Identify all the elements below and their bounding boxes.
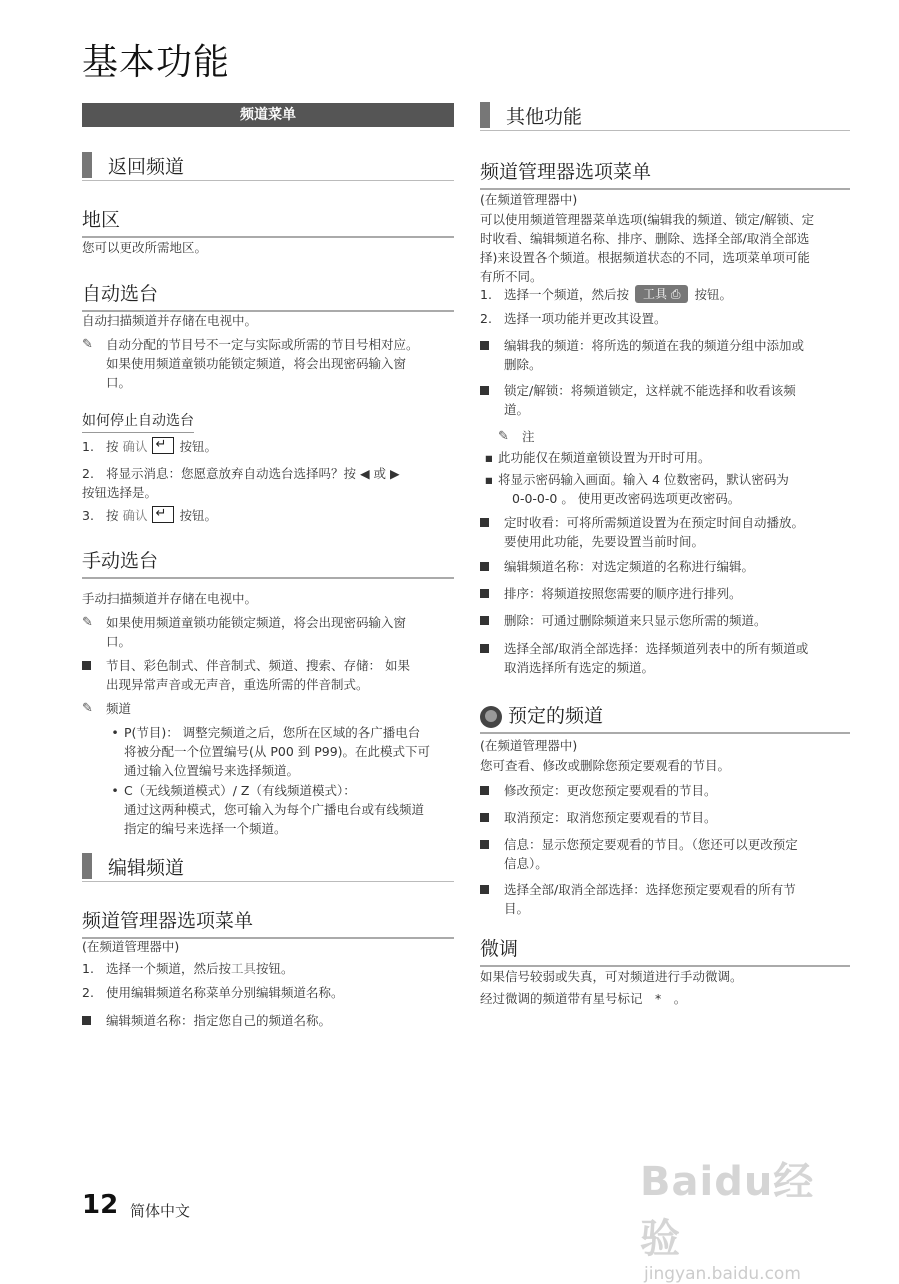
fine-tune-title: 微调 (480, 934, 850, 967)
item-line: 出现异常声音或无声音，重选所需的伴音制式。 (106, 677, 369, 692)
note-line: 频道 (106, 701, 132, 716)
note-line: 如果使用频道童锁功能锁定频道，将会出现密码输入窗 (106, 356, 407, 371)
manual-note-1 (82, 613, 454, 651)
pencil-icon: ✎ (498, 429, 509, 444)
item-line: P(节目)： 调整完频道之后，您所在区域的各广播电台 (124, 725, 421, 740)
manual-bullet-square (82, 656, 454, 694)
manual-tune-desc: 手动扫描频道并存储在电视中。 (82, 591, 258, 606)
enter-key-icon (152, 437, 174, 454)
section-marker (480, 102, 490, 128)
square-bullet-icon (480, 386, 489, 395)
square-bullet-icon (82, 661, 91, 670)
stop-auto-tune-title: 如何停止自动选台 (82, 410, 194, 433)
item-line: 排序：将频道按照您需要的顺序进行排列。 (504, 586, 742, 601)
section-title: 返回频道 (108, 155, 185, 178)
tools-icon: ⎙ (670, 287, 681, 301)
square-bullet-icon (480, 885, 489, 894)
square-bullet-icon (480, 341, 489, 350)
step-number: 2. (480, 311, 492, 326)
item-line: 删除。 (504, 357, 542, 372)
step-text: 按钮。 (256, 961, 294, 976)
channel-bullet-p (106, 723, 454, 780)
note-label (498, 427, 535, 446)
note-line: 口。 (106, 375, 132, 390)
step-number: 2. (82, 466, 94, 481)
step-text: 选择一个频道，然后按 (106, 961, 232, 976)
page-language: 简体中文 (130, 1202, 191, 1220)
channel-manager-title: 频道管理器选项菜单 (480, 157, 850, 190)
sched-item-info (480, 835, 850, 873)
cm-step-1 (82, 959, 294, 978)
section-marker (82, 152, 92, 178)
manual-note-2 (82, 699, 131, 718)
tools-key-label: 工具 (231, 961, 257, 976)
note-bullet-1 (480, 448, 850, 467)
option-delete (480, 611, 850, 630)
desc-line: 时收看、编辑频道名称、排序、删除、选择全部/取消全部选 (480, 231, 810, 246)
baidu-watermark (640, 1150, 850, 1284)
note-line: 如果使用频道童锁功能锁定频道，将会出现密码输入窗 (106, 615, 407, 630)
note-line: 口。 (106, 634, 132, 649)
bullet-dot: • (111, 783, 119, 798)
option-lock-unlock (480, 381, 850, 419)
item-line: 指定的编号来选择一个频道。 (124, 821, 287, 836)
manual-tune-title: 手动选台 (82, 546, 454, 579)
square-bullet-icon (480, 616, 489, 625)
scheduled-channel-title (480, 701, 850, 734)
note-bullet-2 (480, 470, 850, 508)
item-line: 信息：显示您预定要观看的节目。（您还可以更改预定 (504, 837, 798, 852)
pencil-icon: ✎ (82, 337, 93, 352)
desc-line: 择)来设置各个频道。根据频道状态的不同，选项菜单项可能 (480, 250, 810, 265)
pencil-icon: ✎ (82, 701, 93, 716)
tools-button (635, 285, 688, 303)
item-line: 要使用此功能，先要设置当前时间。 (504, 534, 705, 549)
channel-menu-banner: 频道菜单 (82, 103, 454, 127)
enter-key-label: 确认 (122, 508, 148, 523)
item-line: 目。 (504, 901, 530, 916)
note-line: 自动分配的节目号不一定与实际或所需的节目号相对应。 (106, 337, 419, 352)
step-2 (82, 464, 454, 502)
square-bullet-icon (480, 644, 489, 653)
tools-button-label: 工具 (643, 287, 668, 301)
scheduled-context: (在频道管理器中) (480, 738, 578, 753)
note-text: 注 (522, 429, 535, 444)
step-3 (82, 506, 217, 525)
step-number: 2. (82, 985, 94, 1000)
cm-square-item (82, 1011, 331, 1030)
section-marker (82, 853, 92, 879)
square-bullet-icon (480, 813, 489, 822)
item-line: 选择全部/取消全部选择：选择您预定要观看的所有节 (504, 882, 796, 897)
item-line: 选择全部/取消全部选择：选择频道列表中的所有频道或 (504, 641, 809, 656)
channel-manager-context: (在频道管理器中) (82, 939, 180, 954)
item-line: 道。 (504, 402, 530, 417)
step-text: 按钮。 (179, 439, 218, 454)
fine-tune-line-2: 经过微调的频道带有星号标记 * 。 (480, 991, 687, 1006)
step-text: 按钮。 (694, 287, 732, 302)
page-number: 12 (82, 1190, 119, 1220)
option-edit-name (480, 557, 850, 576)
square-bullet-icon (480, 840, 489, 849)
item-line: 取消选择所有选定的频道。 (504, 660, 655, 675)
bullet-dot: ▪ (484, 450, 494, 465)
watermark-url: jingyan.baidu.com (644, 1264, 801, 1284)
item-line: 取消预定：取消您预定要观看的节目。 (504, 810, 717, 825)
region-desc: 您可以更改所需地区。 (82, 240, 208, 255)
item-line: 定时收看：可将所需频道设置为在预定时间自动播放。 (504, 515, 805, 530)
sched-item-cancel (480, 808, 850, 827)
step-text: 按钮选择是。 (82, 485, 158, 500)
step-text: 使用编辑频道名称菜单分别编辑频道名称。 (106, 985, 344, 1000)
globe-icon (480, 706, 502, 728)
pencil-icon: ✎ (82, 615, 93, 630)
item-line: 将显示密码输入画面。输入 4 位数密码，默认密码为 (498, 472, 789, 487)
step-text: 将显示消息：您愿意放弃自动选台选择吗？按 ◀ 或 ▶ (106, 466, 400, 481)
channel-bullet-cz (106, 781, 454, 838)
step-number: 1. (480, 287, 492, 302)
desc-line: 可以使用频道管理器菜单选项(编辑我的频道、锁定/解锁、定 (480, 212, 815, 227)
square-bullet-icon (480, 562, 489, 571)
section-return-channel (82, 150, 454, 181)
square-bullet-icon (480, 589, 489, 598)
sched-item-select-all (480, 880, 850, 918)
fine-tune-line-1: 如果信号较弱或失真，可对频道进行手动微调。 (480, 969, 743, 984)
option-select-all (480, 639, 850, 677)
channel-manager-context: (在频道管理器中) (480, 192, 578, 207)
item-line: 0-0-0-0 。 使用更改密码选项更改密码。 (512, 491, 741, 506)
square-bullet-icon (480, 786, 489, 795)
item-line: 将被分配一个位置编号(从 P00 到 P99)。在此模式下可 (124, 744, 431, 759)
square-bullet-icon (480, 518, 489, 527)
desc-line: 有所不同。 (480, 269, 543, 284)
option-sort (480, 584, 850, 603)
section-title: 预定的频道 (508, 705, 604, 727)
square-bullet-icon (82, 1016, 91, 1025)
cm-step-2 (480, 309, 667, 328)
bullet-dot: ▪ (484, 472, 494, 487)
item-line: 锁定/解锁：将频道锁定，这样就不能选择和收看该频 (504, 383, 796, 398)
option-timer-watch (480, 513, 850, 551)
watermark-logo: Baidu经验 (640, 1159, 815, 1262)
step-number: 3. (82, 508, 94, 523)
cm-step-1 (480, 285, 732, 304)
step-text: 选择一项功能并更改其设置。 (504, 311, 667, 326)
step-text: 按 (106, 508, 119, 523)
item-line: 此功能仅在频道童锁设置为开时可用。 (498, 450, 711, 465)
item-line: 删除：可通过删除频道来只显示您所需的频道。 (504, 613, 767, 628)
channel-manager-title: 频道管理器选项菜单 (82, 906, 454, 939)
region-title: 地区 (82, 205, 454, 238)
channel-manager-desc (480, 210, 850, 286)
item-line: 节目、彩色制式、伴音制式、频道、搜索、存储： 如果 (106, 658, 410, 673)
option-edit-my-channel (480, 336, 850, 374)
cm-step-2 (82, 983, 344, 1002)
auto-tune-desc: 自动扫描频道并存储在电视中。 (82, 313, 258, 328)
item-line: 通过这两种模式，您可输入为每个广播电台或有线频道 (124, 802, 425, 817)
step-text: 按钮。 (179, 508, 218, 523)
auto-tune-title: 自动选台 (82, 279, 454, 312)
auto-tune-note (82, 335, 454, 392)
section-edit-channel (82, 851, 454, 882)
step-text: 按 (106, 439, 119, 454)
step-text: 选择一个频道，然后按 (504, 287, 630, 302)
item-line: C（无线频道模式）/ Z（有线频道模式）： (124, 783, 356, 798)
bullet-dot: • (111, 725, 119, 740)
sched-item-modify (480, 781, 850, 800)
item-line: 编辑频道名称：指定您自己的频道名称。 (106, 1013, 332, 1028)
step-number: 1. (82, 439, 94, 454)
section-title: 编辑频道 (108, 856, 185, 879)
step-1 (82, 437, 217, 456)
scheduled-desc: 您可查看、修改或删除您预定要观看的节目。 (480, 758, 731, 773)
section-title: 其他功能 (506, 105, 583, 128)
item-line: 信息）。 (504, 856, 548, 871)
item-line: 编辑频道名称：对选定频道的名称进行编辑。 (504, 559, 755, 574)
enter-key-icon (152, 506, 174, 523)
item-line: 编辑我的频道：将所选的频道在我的频道分组中添加或 (504, 338, 805, 353)
section-other-functions (480, 100, 850, 131)
item-line: 通过输入位置编号来选择频道。 (124, 763, 300, 778)
step-number: 1. (82, 961, 94, 976)
item-line: 修改预定：更改您预定要观看的节目。 (504, 783, 717, 798)
page-title: 基本功能 (82, 42, 231, 83)
enter-key-label: 确认 (122, 439, 148, 454)
